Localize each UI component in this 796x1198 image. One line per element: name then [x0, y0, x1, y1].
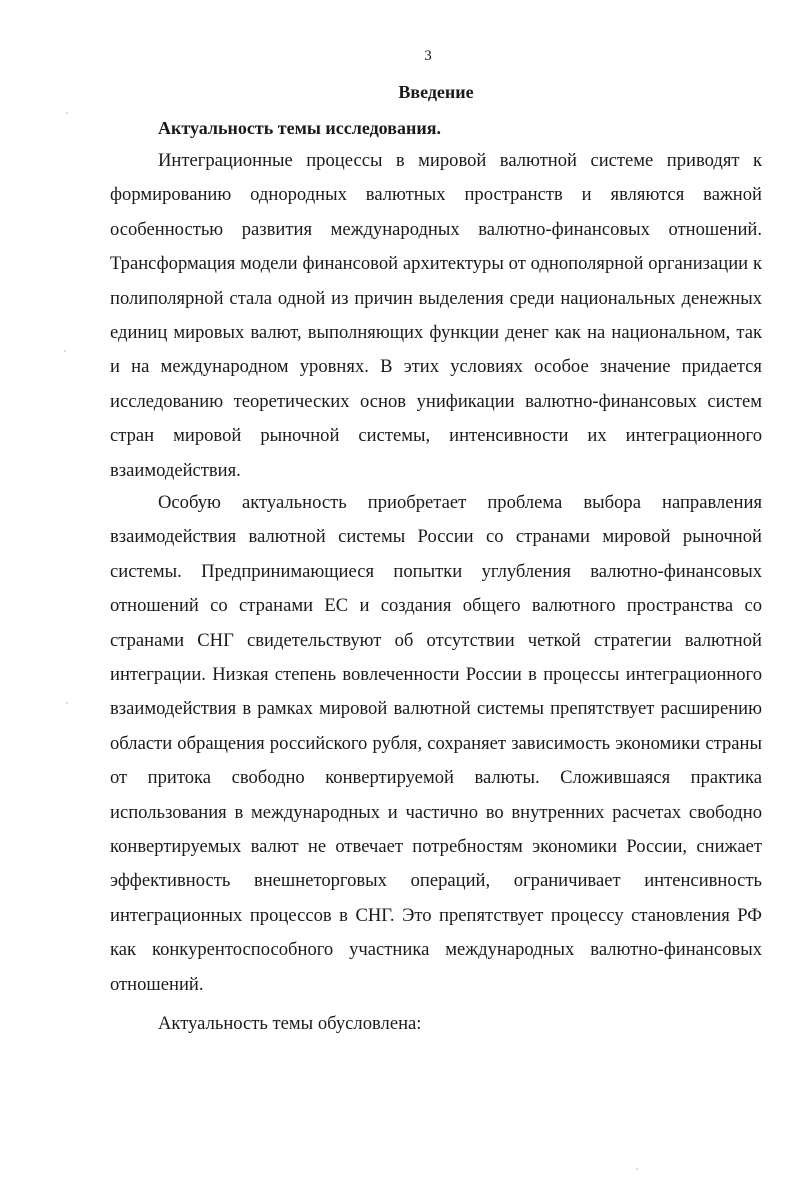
- scan-artifact-dot: [66, 702, 68, 704]
- scan-artifact-dot: [64, 350, 66, 352]
- subsection-heading: Актуальность темы исследования.: [158, 118, 441, 138]
- paragraph-lead-in: Актуальность темы обусловлена:: [158, 1013, 422, 1034]
- scan-artifact-dot: [636, 1168, 638, 1170]
- scan-artifact-dot: [66, 112, 68, 114]
- paragraph-1: Интеграционные процессы в мировой валютной системе приводят к формированию однородных валютных пространств и являются важной особенностью развития международных валютно-финансовых отношений. Трансформация модели финансовой архитектуры от однополярной организации к полиполярной стала одной из причин выделения среди национальных денежных единиц мировых валют, выполняющих функции денег как на национальном, так и на международном уровнях. В этих условиях особое значение придается исследованию теоретических основ унификации валютно-финансовых систем стран мировой рыночной системы, интенсивности их интеграционного взаимодействия.: [110, 150, 762, 481]
- section-heading: Введение: [398, 82, 474, 102]
- paragraph-2: Особую актуальность приобретает проблема выбора направления взаимодействия валютной системы России со странами мировой рыночной системы. Предпринимающиеся попытки углубления валютно-финансовых отношений со странами ЕС и создания общего валютного пространства со странами СНГ свидетельствуют об отсутствии четкой стратегии валютной интеграции. Низкая степень вовлеченности России в процессы интеграционного взаимодействия в рамках мировой валютной системы препятствует расширению области обращения российского рубля, сохраняет зависимость экономики страны от притока свободно конвертируемой валюты. Сложившаяся практика использования в международных и частично во внутренних расчетах свободно конвертируемых валют не отвечает потребностям экономики России, снижает эффективность внешнеторговых операций, ограничивает интенсивность интеграционных процессов в СНГ. Это препятствует процессу становления РФ как конкурентоспособного участника международных валютно-финансовых отношений.: [110, 492, 762, 995]
- page-number: 3: [424, 48, 432, 64]
